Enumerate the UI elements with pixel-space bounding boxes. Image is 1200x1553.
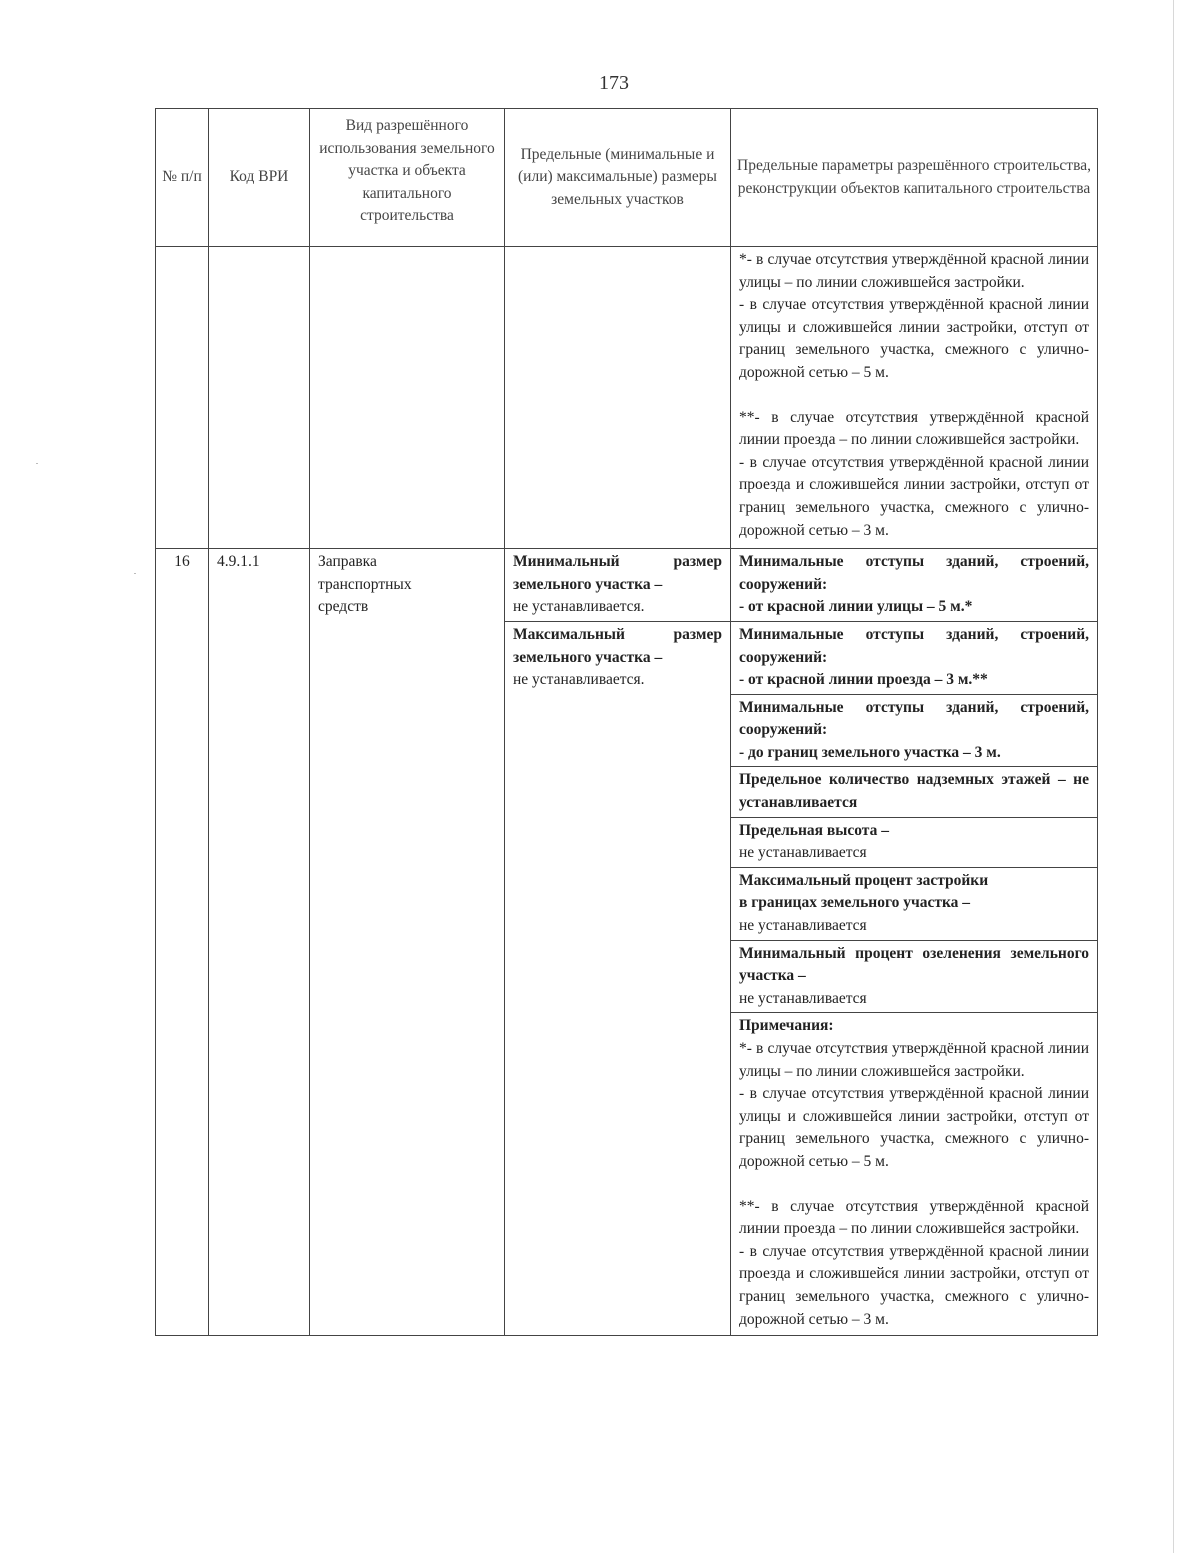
param-label: Минимальные отступы зданий, строений, сооружений:: [739, 698, 1089, 739]
header-code: Код ВРИ: [209, 109, 310, 247]
param-value: - от красной линии проезда – 3 м.**: [739, 671, 988, 689]
param-greenery: [731, 940, 1098, 1013]
cell-empty: [209, 247, 310, 549]
note-drive-2: - в случае отсутствия утверждённой красной линии проезда и сложившейся линии застройки, отступ от границ земельного участка, смежного с улично-дорожной сетью – 3 м.: [739, 1242, 1089, 1328]
max-size-cell: [505, 621, 731, 1335]
note-drive-1: **- в случае отсутствия утверждённой красной линии проезда – по линии сложившейся застройки.: [739, 408, 1089, 449]
param-label: Минимальные отступы зданий, строений, сооружений:: [739, 553, 1089, 593]
param-label: Минимальные отступы зданий, строений, сооружений:: [739, 625, 1089, 666]
cell-empty: [505, 247, 731, 549]
table-row-continuation: [156, 247, 1098, 549]
header-build-params: Предельные параметры разрешённого строительства, реконструкции объектов капитального строительства: [731, 109, 1098, 247]
notes-cell: [731, 1013, 1098, 1336]
notes-heading: Примечания:: [739, 1017, 834, 1035]
row-use-type: Заправка транспортных средств: [310, 549, 505, 1336]
param-setback-street: [731, 549, 1098, 622]
table-row: [156, 549, 1098, 622]
param-value: не устанавливается: [739, 917, 867, 935]
table-header-row: [156, 109, 1098, 247]
param-value: не устанавливается: [739, 989, 867, 1007]
param-label: Минимальный процент озеленения земельного участка –: [739, 944, 1089, 985]
note-street-2: - в случае отсутствия утверждённой красной линии улицы и сложившейся линии застройки, отступ от границ земельного участка, смежного с улично-дорожной сетью – 5 м.: [739, 296, 1089, 381]
row-code: 4.9.1.1: [209, 549, 310, 1336]
min-size-value: не устанавливается.: [513, 598, 645, 616]
param-floors: [731, 767, 1098, 817]
min-size-cell: [505, 549, 731, 622]
param-text: Предельное количество надземных этажей – не устанавливается: [739, 771, 1089, 812]
cell-empty: [156, 247, 209, 549]
param-setback-boundary: [731, 694, 1098, 767]
scan-speck: [36, 463, 38, 464]
min-size-label: Минимальный размер земельного участка –: [513, 553, 722, 593]
scan-speck: [134, 573, 136, 574]
note-street-1: *- в случае отсутствия утверждённой красной линии улицы – по линии сложившейся застройки.: [739, 251, 1089, 291]
header-number: № п/п: [156, 109, 209, 247]
spacer: [739, 385, 1089, 407]
note-drive-1: **- в случае отсутствия утверждённой красной линии проезда – по линии сложившейся застройки.: [739, 1197, 1089, 1238]
row-number: 16: [156, 549, 209, 1336]
scan-edge-line: [1173, 0, 1174, 1553]
cell-empty: [310, 247, 505, 549]
param-label: Предельная высота –: [739, 821, 889, 839]
max-size-value: не устанавливается.: [513, 671, 645, 689]
regulations-table-wrapper: [155, 108, 1097, 1336]
param-height: [731, 817, 1098, 867]
param-value: - до границ земельного участка – 3 м.: [739, 743, 1001, 761]
param-value: не устанавливается: [739, 844, 867, 862]
note-drive-2: - в случае отсутствия утверждённой красной линии проезда и сложившейся линии застройки, отступ от границ земельного участка, смежного с улично-дорожной сетью – 3 м.: [739, 453, 1089, 539]
param-coverage: [731, 867, 1098, 940]
param-label: Максимальный процент застройки: [739, 871, 989, 889]
max-size-label: Максимальный размер земельного участка –: [513, 625, 722, 666]
note-street-1: *- в случае отсутствия утверждённой красной линии улицы – по линии сложившейся застройки.: [739, 1040, 1089, 1080]
header-land-size: Предельные (минимальные и (или) максимальные) размеры земельных участков: [505, 109, 731, 247]
header-use-type: Вид разрешённого использования земельного участка и объекта капитального строительства: [310, 109, 505, 247]
page-number: 173: [599, 72, 629, 94]
param-setback-drive: [731, 621, 1098, 694]
continuation-notes-cell: [731, 247, 1098, 549]
regulations-table: [155, 108, 1098, 1336]
param-label: в границах земельного участка –: [739, 894, 971, 912]
spacer: [739, 1174, 1089, 1196]
param-value: - от красной линии улицы – 5 м.*: [739, 598, 973, 616]
note-street-2: - в случае отсутствия утверждённой красной линии улицы и сложившейся линии застройки, отступ от границ земельного участка, смежного с улично-дорожной сетью – 5 м.: [739, 1085, 1089, 1170]
